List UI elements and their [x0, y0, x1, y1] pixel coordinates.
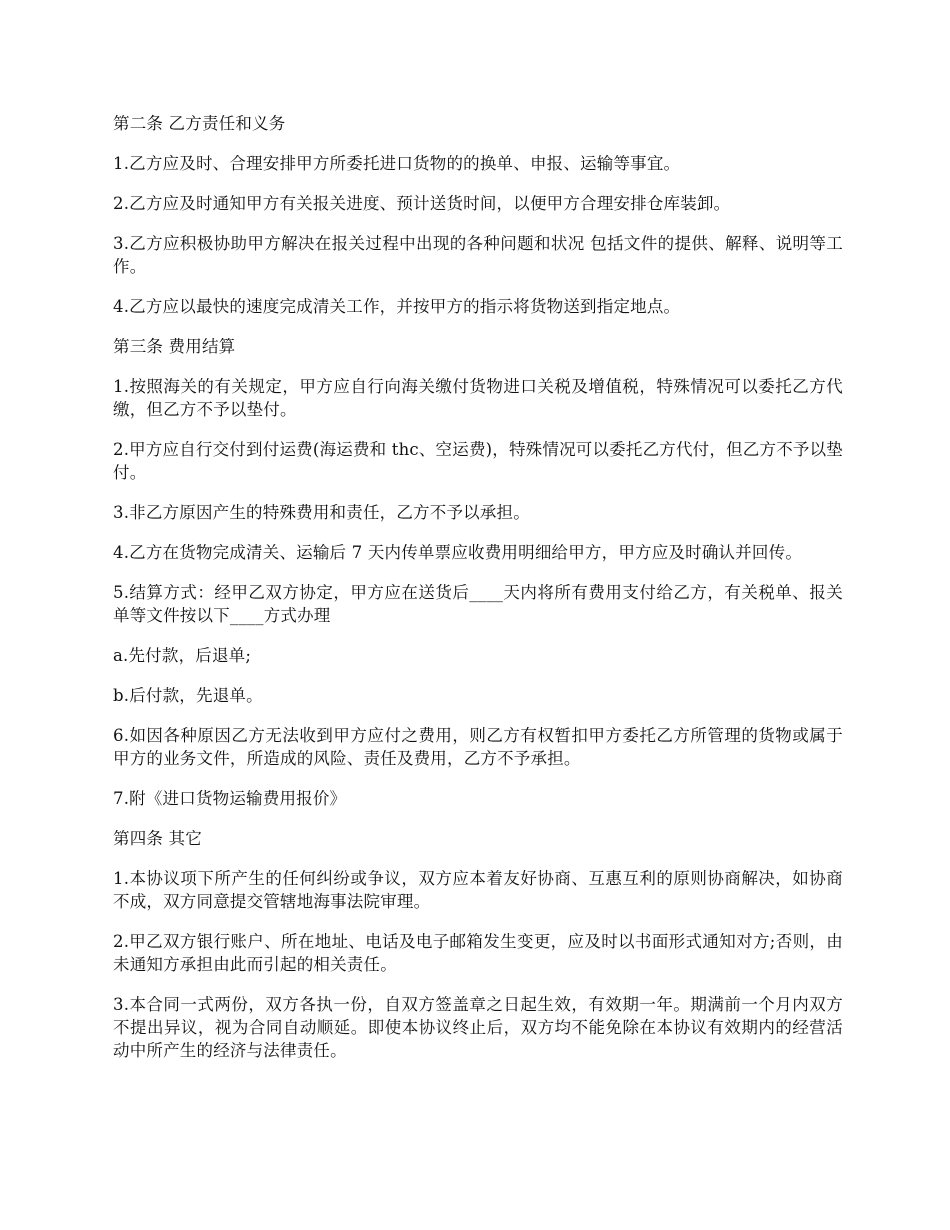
clause-4-2: 2.甲乙双方银行账户、所在地址、电话及电子邮箱发生变更，应及时以书面形式通知对方;否则，由未通知方承担由此而引起的相关责任。 [113, 932, 843, 974]
clause-4-1: 1.本协议项下所产生的任何纠纷或争议，双方应本着友好协商、互惠互利的原则协商解决，如协商不成，双方同意提交管辖地海事法院审理。 [113, 869, 843, 911]
clause-4-3: 3.本合同一式两份，双方各执一份，自双方签盖章之日起生效，有效期一年。期满前一个月内双方不提出异议，视为合同自动顺延。即使本协议终止后，双方均不能免除在本协议有效期内的经营活动中所产生的经济与法律责任。 [113, 995, 843, 1060]
section-heading-article-4: 第四条 其它 [113, 829, 202, 848]
clause-2-1: 1.乙方应及时、合理安排甲方所委托进口货物的的换单、申报、运输等事宜。 [113, 154, 681, 173]
clause-3-5-option-b: b.后付款，先退单。 [113, 686, 263, 705]
clause-2-2: 2.乙方应及时通知甲方有关报关进度、预计送货时间，以便甲方合理安排仓库装卸。 [113, 194, 731, 213]
clause-3-5: 5.结算方式：经甲乙双方协定，甲方应在送货后____天内将所有费用支付给乙方，有关税单、报关单等文件按以下____方式办理 [113, 583, 843, 625]
clause-3-5-option-a: a.先付款，后退单; [113, 646, 252, 665]
clause-2-3: 3.乙方应积极协助甲方解决在报关过程中出现的各种问题和状况 包括文件的提供、解释、说明等工作。 [113, 234, 843, 276]
section-heading-article-2: 第二条 乙方责任和义务 [113, 114, 286, 133]
clause-2-4: 4.乙方应以最快的速度完成清关工作，并按甲方的指示将货物送到指定地点。 [113, 297, 681, 316]
clause-3-2: 2.甲方应自行交付到付运费(海运费和 thc、空运费)，特殊情况可以委托乙方代付，但乙方不予以垫付。 [113, 440, 843, 482]
clause-3-3: 3.非乙方原因产生的特殊费用和责任，乙方不予以承担。 [113, 503, 530, 522]
document-body [113, 112, 843, 1079]
clause-3-6: 6.如因各种原因乙方无法收到甲方应付之费用，则乙方有权暂扣甲方委托乙方所管理的货物或属于甲方的业务文件，所造成的风险、责任及费用，乙方不予承担。 [113, 726, 843, 768]
clause-3-1: 1.按照海关的有关规定，甲方应自行向海关缴付货物进口关税及增值税，特殊情况可以委托乙方代缴，但乙方不予以垫付。 [113, 377, 843, 419]
clause-3-4: 4.乙方在货物完成清关、运输后 7 天内传单票应收费用明细给甲方，甲方应及时确认并回传。 [113, 543, 803, 562]
section-heading-article-3: 第三条 费用结算 [113, 337, 236, 356]
clause-3-7: 7.附《进口货物运输费用报价》 [113, 789, 347, 808]
